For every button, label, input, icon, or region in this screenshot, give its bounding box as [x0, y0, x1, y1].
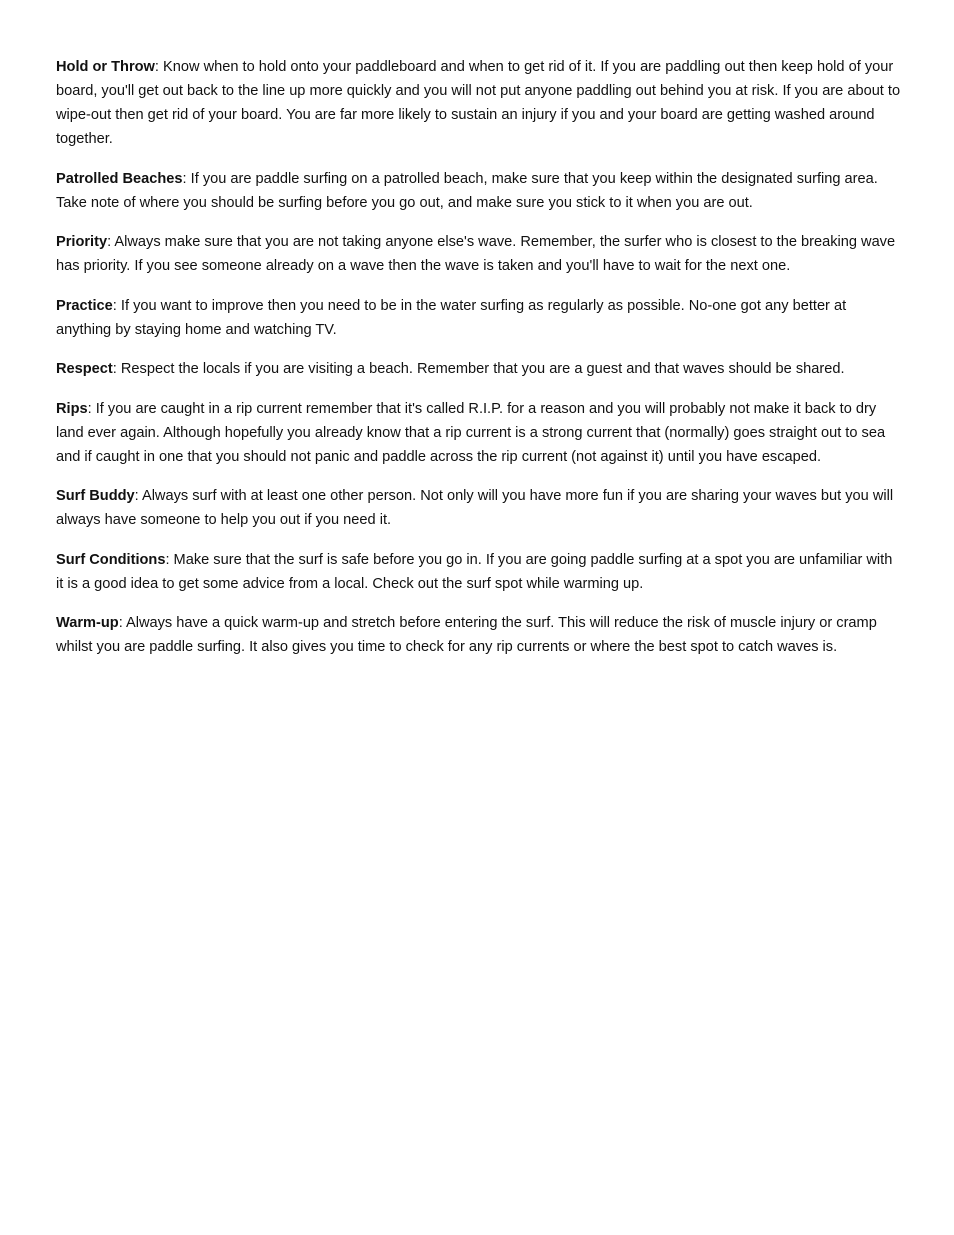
tip-respect [56, 357, 902, 381]
tip-surf-conditions [56, 548, 902, 596]
tip-practice [56, 294, 902, 342]
tip-patrolled-beaches [56, 167, 902, 215]
tip-term: Hold or Throw [56, 59, 155, 75]
tip-priority [56, 230, 902, 278]
tip-text: : Know when to hold onto your paddleboard and when to get rid of it. If you are paddling out then keep hold of your board, you'll get out back to the line up more quickly and you will not put anyone paddling out behind you at risk. If you are about to wipe-out then get rid of your board. You are far more likely to sustain an injury if you and your board are getting washed around together. [56, 59, 901, 147]
tip-text: : If you want to improve then you need to be in the water surfing as regularly as possible. No-one got any better at anything by staying home and watching TV. [56, 297, 847, 338]
tip-warm-up [56, 611, 902, 659]
tip-surf-buddy [56, 484, 902, 532]
tip-rips [56, 397, 902, 469]
tip-term: Respect [56, 361, 113, 377]
tip-term: Warm-up [56, 615, 119, 631]
tip-text: : Respect the locals if you are visiting a beach. Remember that you are a guest and that waves should be shared. [112, 361, 845, 377]
document-page [56, 55, 902, 675]
tip-term: Patrolled Beaches [56, 170, 183, 187]
tip-term: Surf Conditions [56, 551, 166, 568]
tip-text: : If you are caught in a rip current remember that it's called R.I.P. for a reason and you will probably not make it back to dry land ever again. Although hopefully you already know that a rip current is a strong current that (normally) goes straight out to sea and if caught in one that you should not panic and paddle across the rip current (not against it) until you have escaped. [56, 400, 886, 465]
tip-hold-or-throw [56, 55, 902, 151]
tip-text: : Make sure that the surf is safe before you go in. If you are going paddle surfing at a spot you are unfamiliar with it is a good idea to get some advice from a local. Check out the surf spot while warming up. [56, 551, 893, 592]
tip-term: Priority [56, 234, 108, 250]
tip-text: : Always have a quick warm-up and stretch before entering the surf. This will reduce the risk of muscle injury or cramp whilst you are paddle surfing. It also gives you time to check for any rip currents or where the best spot to catch waves is. [56, 615, 877, 655]
tip-term: Rips [56, 400, 88, 417]
tip-text: : Always surf with at least one other person. Not only will you have more fun if you are sharing your waves but you will always have someone to help you out if you need it. [56, 488, 894, 528]
tip-term: Surf Buddy [56, 488, 135, 504]
tip-term: Practice [56, 297, 113, 314]
tip-text: : Always make sure that you are not taking anyone else's wave. Remember, the surfer who is closest to the breaking wave has priority. If you see someone already on a wave then the wave is taken and you'll have to wait for the next one. [56, 234, 896, 274]
tip-text: : If you are paddle surfing on a patrolled beach, make sure that you keep within the designated surfing area. Take note of where you should be surfing before you go out, and make sure you stick to it when you are out. [56, 170, 878, 211]
